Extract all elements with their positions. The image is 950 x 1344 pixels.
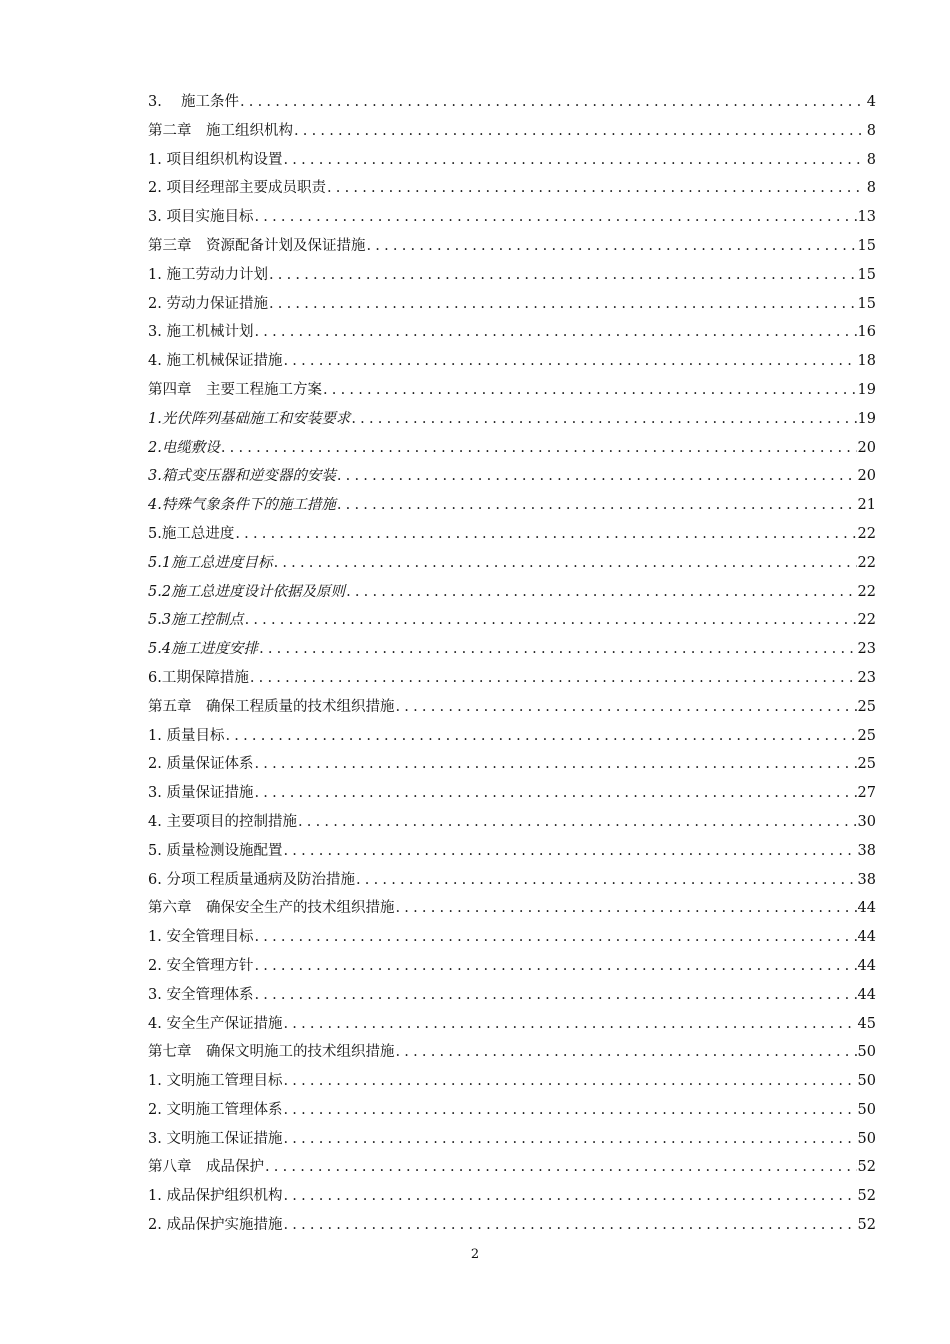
toc-entry[interactable] (148, 1038, 876, 1067)
toc-entry-title: 5. 质量检测设施配置 (148, 842, 283, 859)
toc-entry-title: 第三章 资源配备计划及保证措施 (148, 237, 366, 254)
dot-leader (254, 203, 856, 232)
toc-entry[interactable] (148, 750, 876, 779)
toc-entry[interactable] (148, 146, 876, 175)
toc-entry-title: 第六章 确保安全生产的技术组织措施 (148, 900, 395, 917)
toc-entry-title: 3. 文明施工保证措施 (148, 1130, 283, 1147)
toc-entry-page-number: 22 (857, 554, 876, 571)
toc-entry-page-number: 50 (857, 1073, 876, 1090)
toc-entry-page-number: 38 (857, 842, 876, 859)
toc-entry-title: 2. 项目经理部主要成员职责 (148, 180, 326, 197)
toc-entry[interactable] (148, 1067, 876, 1096)
toc-entry-page-number: 20 (857, 468, 876, 485)
toc-entry-title: 第五章 确保工程质量的技术组织措施 (148, 698, 395, 715)
toc-entry-page-number: 23 (857, 669, 876, 686)
toc-entry-page-number: 25 (857, 698, 876, 715)
toc-entry-title: 4. 主要项目的控制措施 (148, 813, 297, 830)
toc-entry-page-number: 52 (857, 1188, 876, 1205)
toc-entry-page-number: 50 (857, 1130, 876, 1147)
dot-leader (254, 952, 856, 981)
dot-leader (367, 232, 857, 261)
toc-entry-title: 3. 项目实施目标 (148, 209, 254, 226)
toc-entry-title: 3. 施工条件 (148, 94, 239, 110)
dot-leader (254, 923, 856, 952)
toc-entry-page-number: 44 (857, 929, 876, 946)
toc-entry-title: 6.工期保障措施 (148, 669, 249, 686)
dot-leader (298, 808, 857, 837)
toc-entry-title: 5.3施工控制点 (148, 612, 244, 629)
toc-entry-page-number: 16 (857, 324, 876, 341)
dot-leader (337, 491, 857, 520)
toc-entry-title: 第七章 确保文明施工的技术组织措施 (148, 1044, 395, 1061)
dot-leader (245, 606, 857, 635)
toc-entry-page-number: 22 (857, 525, 876, 542)
toc-entry[interactable] (148, 520, 876, 549)
dot-leader (283, 1211, 856, 1240)
toc-entry-title: 1. 施工劳动力计划 (148, 266, 268, 283)
dot-leader (269, 290, 857, 319)
dot-leader (265, 1153, 857, 1182)
toc-entry-title: 3. 施工机械计划 (148, 324, 254, 341)
toc-entry-page-number: 50 (857, 1044, 876, 1061)
toc-entry-title: 5.施工总进度 (148, 525, 235, 542)
dot-leader (283, 1067, 856, 1096)
dot-leader (283, 1125, 856, 1154)
toc-entry-page-number: 44 (857, 986, 876, 1003)
toc-entry-page-number: 25 (857, 727, 876, 744)
dot-leader (240, 88, 863, 117)
toc-entry-title: 1. 项目组织机构设置 (148, 151, 283, 168)
dot-leader (283, 1096, 856, 1125)
dot-leader (283, 146, 863, 175)
dot-leader (254, 318, 856, 347)
toc-entry[interactable] (148, 1211, 876, 1240)
toc-entry-title: 第四章 主要工程施工方案 (148, 381, 322, 398)
toc-entry-title: 6. 分项工程质量通病及防治措施 (148, 871, 355, 888)
toc-entry[interactable] (148, 549, 876, 578)
toc-entry-title: 5.4施工进度安排 (148, 641, 259, 658)
toc-entry-title: 5.1施工总进度目标 (148, 554, 273, 571)
toc-entry[interactable] (148, 117, 876, 146)
toc-entry[interactable] (148, 405, 876, 434)
dot-leader (283, 347, 856, 376)
toc-entry-title: 2. 安全管理方针 (148, 957, 254, 974)
dot-leader (235, 520, 856, 549)
toc-entry[interactable] (148, 290, 876, 319)
dot-leader (396, 693, 857, 722)
toc-entry-page-number: 18 (857, 353, 876, 370)
toc-entry-page-number: 30 (857, 813, 876, 830)
dot-leader (283, 1182, 856, 1211)
toc-entry-page-number: 44 (857, 957, 876, 974)
dot-leader (259, 635, 856, 664)
dot-leader (269, 261, 857, 290)
toc-entry-title: 1. 质量目标 (148, 727, 225, 744)
dot-leader (327, 174, 863, 203)
toc-entry-page-number: 27 (857, 785, 876, 802)
dot-leader (346, 578, 856, 607)
toc-entry-title: 2. 文明施工管理体系 (148, 1101, 283, 1118)
toc-entry-page-number: 52 (857, 1217, 876, 1234)
dot-leader (283, 837, 856, 866)
toc-entry-title: 5.2施工总进度设计依据及原则 (148, 583, 346, 600)
toc-entry-page-number: 23 (857, 641, 876, 658)
toc-entry-page-number: 45 (857, 1015, 876, 1032)
dot-leader (250, 664, 857, 693)
toc-entry-page-number: 15 (857, 295, 876, 312)
toc-entry-page-number: 52 (857, 1159, 876, 1176)
toc-entry-page-number: 8 (866, 180, 876, 197)
toc-entry[interactable] (148, 434, 876, 463)
toc-entry-page-number: 20 (857, 439, 876, 456)
toc-entry-title: 2. 成品保护实施措施 (148, 1217, 283, 1234)
toc-entry-title: 4. 施工机械保证措施 (148, 353, 283, 370)
toc-entry-page-number: 4 (866, 94, 876, 110)
dot-leader (351, 405, 856, 434)
toc-entry[interactable] (148, 578, 876, 607)
toc-entry[interactable] (148, 318, 876, 347)
toc-entry-title: 1. 安全管理目标 (148, 929, 254, 946)
toc-entry[interactable] (148, 1010, 876, 1039)
toc-entry-page-number: 8 (866, 122, 876, 139)
toc-entry-page-number: 15 (857, 266, 876, 283)
toc-entry[interactable] (148, 693, 876, 722)
toc-entry[interactable] (148, 203, 876, 232)
toc-entry[interactable] (148, 722, 876, 751)
toc-entry-page-number: 44 (857, 900, 876, 917)
dot-leader (356, 866, 857, 895)
dot-leader (294, 117, 863, 146)
toc-entry[interactable] (148, 174, 876, 203)
toc-entry[interactable] (148, 1096, 876, 1125)
toc-entry[interactable] (148, 866, 876, 895)
toc-entry[interactable] (148, 261, 876, 290)
toc-entry-page-number: 22 (857, 612, 876, 629)
dot-leader (396, 894, 857, 923)
toc-entry-title: 2. 质量保证体系 (148, 756, 254, 773)
toc-entry[interactable] (148, 664, 876, 693)
dot-leader (254, 750, 856, 779)
toc-entry[interactable] (148, 1153, 876, 1182)
toc-entry[interactable] (148, 491, 876, 520)
toc-entry-title: 1.光伏阵列基础施工和安装要求 (148, 410, 351, 427)
toc-entry-title: 1. 文明施工管理目标 (148, 1073, 283, 1090)
toc-entry[interactable] (148, 462, 876, 491)
toc-entry-title: 3. 质量保证措施 (148, 785, 254, 802)
dot-leader (225, 722, 856, 751)
toc-entry[interactable] (148, 837, 876, 866)
toc-entry[interactable] (148, 1125, 876, 1154)
toc-entry[interactable] (148, 981, 876, 1010)
toc-entry[interactable] (148, 779, 876, 808)
toc-entry-title: 4.特殊气象条件下的施工措施 (148, 497, 336, 514)
toc-entry-title: 4. 安全生产保证措施 (148, 1015, 283, 1032)
toc-entry[interactable] (148, 606, 876, 635)
dot-leader (337, 462, 857, 491)
dot-leader (274, 549, 857, 578)
toc-entry[interactable] (148, 88, 876, 117)
toc-entry[interactable] (148, 347, 876, 376)
dot-leader (283, 1010, 856, 1039)
toc-entry-title: 第八章 成品保护 (148, 1159, 264, 1176)
toc-entry-page-number: 25 (857, 756, 876, 773)
dot-leader (254, 779, 856, 808)
toc-entry[interactable] (148, 376, 876, 405)
toc-entry-page-number: 22 (857, 583, 876, 600)
toc-entry-page-number: 15 (857, 237, 876, 254)
toc-entry-title: 2.电缆敷设 (148, 439, 220, 456)
toc-entry-title: 1. 成品保护组织机构 (148, 1188, 283, 1205)
toc-entry[interactable] (148, 635, 876, 664)
toc-entry-page-number: 19 (857, 410, 876, 427)
toc-entry[interactable] (148, 808, 876, 837)
dot-leader (396, 1038, 857, 1067)
toc-entry-title: 3. 安全管理体系 (148, 986, 254, 1003)
toc-entry[interactable] (148, 952, 876, 981)
page-number: 2 (470, 1247, 480, 1262)
toc-entry-page-number: 50 (857, 1101, 876, 1118)
table-of-contents (148, 88, 876, 1240)
toc-entry[interactable] (148, 894, 876, 923)
toc-entry-page-number: 21 (857, 497, 876, 514)
dot-leader (221, 434, 857, 463)
dot-leader (323, 376, 857, 405)
toc-entry-page-number: 8 (866, 151, 876, 168)
toc-entry-title: 第二章 施工组织机构 (148, 122, 293, 139)
toc-entry-title: 2. 劳动力保证措施 (148, 295, 268, 312)
toc-entry[interactable] (148, 923, 876, 952)
toc-entry-page-number: 38 (857, 871, 876, 888)
toc-entry[interactable] (148, 232, 876, 261)
dot-leader (254, 981, 856, 1010)
toc-entry[interactable] (148, 1182, 876, 1211)
toc-entry-page-number: 19 (857, 381, 876, 398)
toc-entry-title: 3.箱式变压器和逆变器的安装 (148, 468, 336, 485)
toc-entry-page-number: 13 (857, 209, 876, 226)
